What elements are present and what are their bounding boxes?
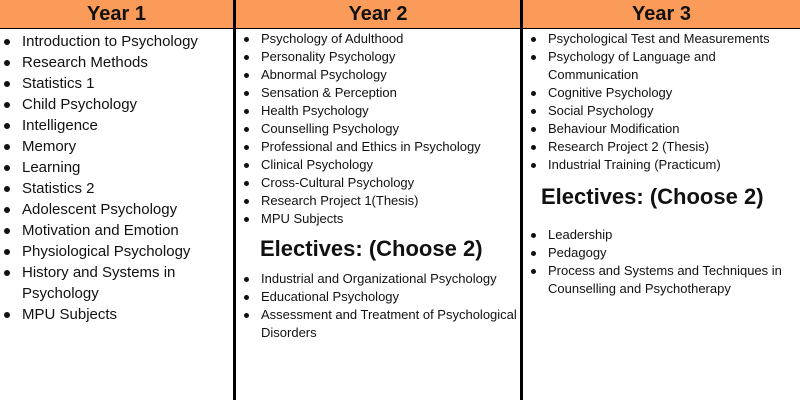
list-item: Assessment and Treatment of Psychological Disorders: [236, 306, 520, 342]
list-item: Leadership: [523, 226, 800, 244]
list-item: Personality Psychology: [236, 48, 520, 66]
list-item: Research Methods: [0, 52, 233, 73]
list-item: Adolescent Psychology: [0, 199, 233, 220]
list-item: Research Project 1(Thesis): [236, 192, 520, 210]
year-3-column: [523, 0, 800, 400]
list-item: Sensation & Perception: [236, 84, 520, 102]
list-item: Introduction to Psychology: [0, 31, 233, 52]
year-2-header: Year 2: [236, 0, 520, 29]
list-item: Statistics 1: [0, 73, 233, 94]
list-item: Health Psychology: [236, 102, 520, 120]
year-2-subject-list: [236, 30, 520, 228]
list-item: Counselling Psychology: [236, 120, 520, 138]
year-1-subject-list: [0, 31, 233, 325]
list-item: Statistics 2: [0, 178, 233, 199]
list-item: Memory: [0, 136, 233, 157]
year-2-column: [236, 0, 520, 400]
list-item: Pedagogy: [523, 244, 800, 262]
list-item: Psychological Test and Measurements: [523, 30, 800, 48]
list-item: MPU Subjects: [236, 210, 520, 228]
list-item: Cross-Cultural Psychology: [236, 174, 520, 192]
list-item: Research Project 2 (Thesis): [523, 138, 800, 156]
list-item: Psychology of Adulthood: [236, 30, 520, 48]
list-item: Educational Psychology: [236, 288, 520, 306]
list-item: Physiological Psychology: [0, 241, 233, 262]
list-item: Psychology of Language and Communication: [523, 48, 800, 84]
list-item: History and Systems in Psychology: [0, 262, 233, 304]
year-3-electives-heading: Electives: (Choose 2): [541, 184, 764, 209]
year-2-electives-list: [236, 270, 520, 342]
list-item: Industrial Training (Practicum): [523, 156, 800, 174]
list-item: Intelligence: [0, 115, 233, 136]
list-item: Process and Systems and Techniques in Counselling and Psychotherapy: [523, 262, 800, 298]
list-item: Motivation and Emotion: [0, 220, 233, 241]
list-item: Professional and Ethics in Psychology: [236, 138, 520, 156]
year-1-column: [0, 0, 233, 400]
list-item: Child Psychology: [0, 94, 233, 115]
list-item: MPU Subjects: [0, 304, 233, 325]
list-item: Industrial and Organizational Psychology: [236, 270, 520, 288]
year-1-header: Year 1: [0, 0, 233, 29]
list-item: Clinical Psychology: [236, 156, 520, 174]
year-3-electives-list: [523, 226, 800, 298]
list-item: Cognitive Psychology: [523, 84, 800, 102]
year-3-subject-list: [523, 30, 800, 174]
list-item: Abnormal Psychology: [236, 66, 520, 84]
list-item: Learning: [0, 157, 233, 178]
year-2-electives-heading: Electives: (Choose 2): [260, 236, 483, 261]
year-3-header: Year 3: [523, 0, 800, 29]
list-item: Behaviour Modification: [523, 120, 800, 138]
list-item: Social Psychology: [523, 102, 800, 120]
